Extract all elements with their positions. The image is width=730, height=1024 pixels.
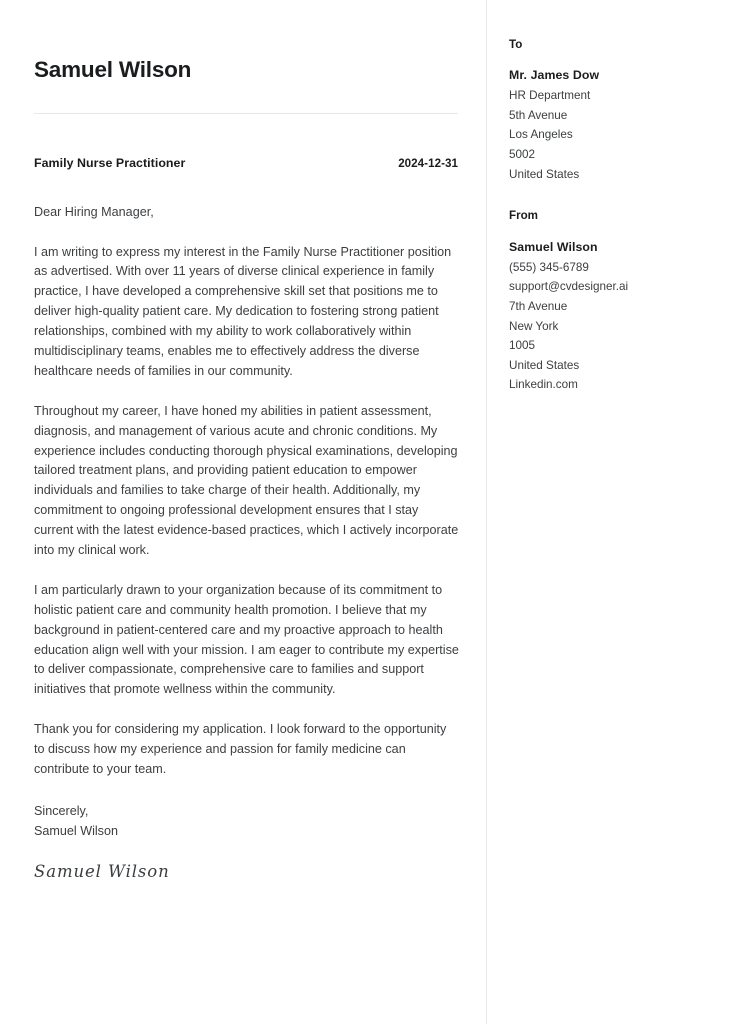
sender-details: [509, 238, 710, 396]
body-paragraph: Thank you for considering my application. I look forward to the opportunity to discuss how my experience and passion for family medicine can contribute to your team.: [34, 722, 447, 776]
sender-name: Samuel Wilson: [509, 239, 598, 254]
recipient-section: [509, 37, 710, 184]
recipient-name: Mr. James Dow: [509, 68, 600, 83]
sender-line: 1005: [509, 339, 536, 353]
sender-linkedin: Linkedin.com: [509, 378, 578, 392]
closing-block: [34, 802, 458, 842]
sender-line: 7th Avenue: [509, 299, 568, 313]
letter-date: 2024-12-31: [398, 157, 458, 170]
header-divider-rule: [34, 113, 458, 114]
recipient-line: Los Angeles: [509, 128, 573, 142]
sender-line: New York: [509, 319, 559, 333]
sender-line: United States: [509, 358, 580, 372]
contact-rail: [487, 0, 730, 1024]
title-date-row: [34, 156, 458, 170]
sender-email: support@cvdesigner.ai: [509, 280, 629, 294]
recipient-line: United States: [509, 167, 580, 181]
recipient-line: 5002: [509, 148, 536, 162]
job-title: Family Nurse Practitioner: [34, 156, 186, 170]
recipient-line: 5th Avenue: [509, 108, 568, 122]
recipient-details: [509, 66, 710, 184]
body-paragraph: Throughout my career, I have honed my abilities in patient assessment, diagnosis, and management of various acute and chronic conditions. My experience includes conducting thorough physical examinations, developing tailored treatment plans, and providing patient education to empower individuals and families to take charge of their health. Additionally, my commitment to ongoing professional development ensures that I stay current with the latest evidence-based practices, which I actively incorporate into my clinical work.: [34, 403, 459, 557]
sender-phone: (555) 345-6789: [509, 260, 589, 274]
sender-heading: From: [509, 209, 538, 223]
sender-section: [509, 208, 710, 395]
recipient-line: HR Department: [509, 89, 591, 103]
applicant-name-heading: Samuel Wilson: [34, 57, 192, 82]
recipient-heading: To: [509, 38, 523, 51]
closing-salutation: Sincerely,: [34, 803, 89, 818]
salutation: Dear Hiring Manager,: [34, 205, 154, 219]
body-paragraph: I am particularly drawn to your organization because of its commitment to holistic patient care and community health promotion. I believe that my background in patient-centered care and my proactive approach to health education align well with your mission. I am eager to contribute my expertise to deliver compassionate, comprehensive care to families and support initiatives that promote wellness within the community.: [34, 582, 459, 697]
closing-name: Samuel Wilson: [34, 823, 118, 838]
body-paragraph: I am writing to express my interest in the Family Nurse Practitioner position as advertised. With over 11 years of diverse clinical experience in family practice, I have developed a comprehensive skill set that positions me to deliver high-quality patient care. My dedication to fostering strong patient relationships, combined with my ability to work collaboratively within multidisciplinary teams, enables me to effectively address the diverse healthcare needs of families in our community.: [34, 244, 452, 378]
signature: Samuel Wilson: [34, 861, 170, 881]
